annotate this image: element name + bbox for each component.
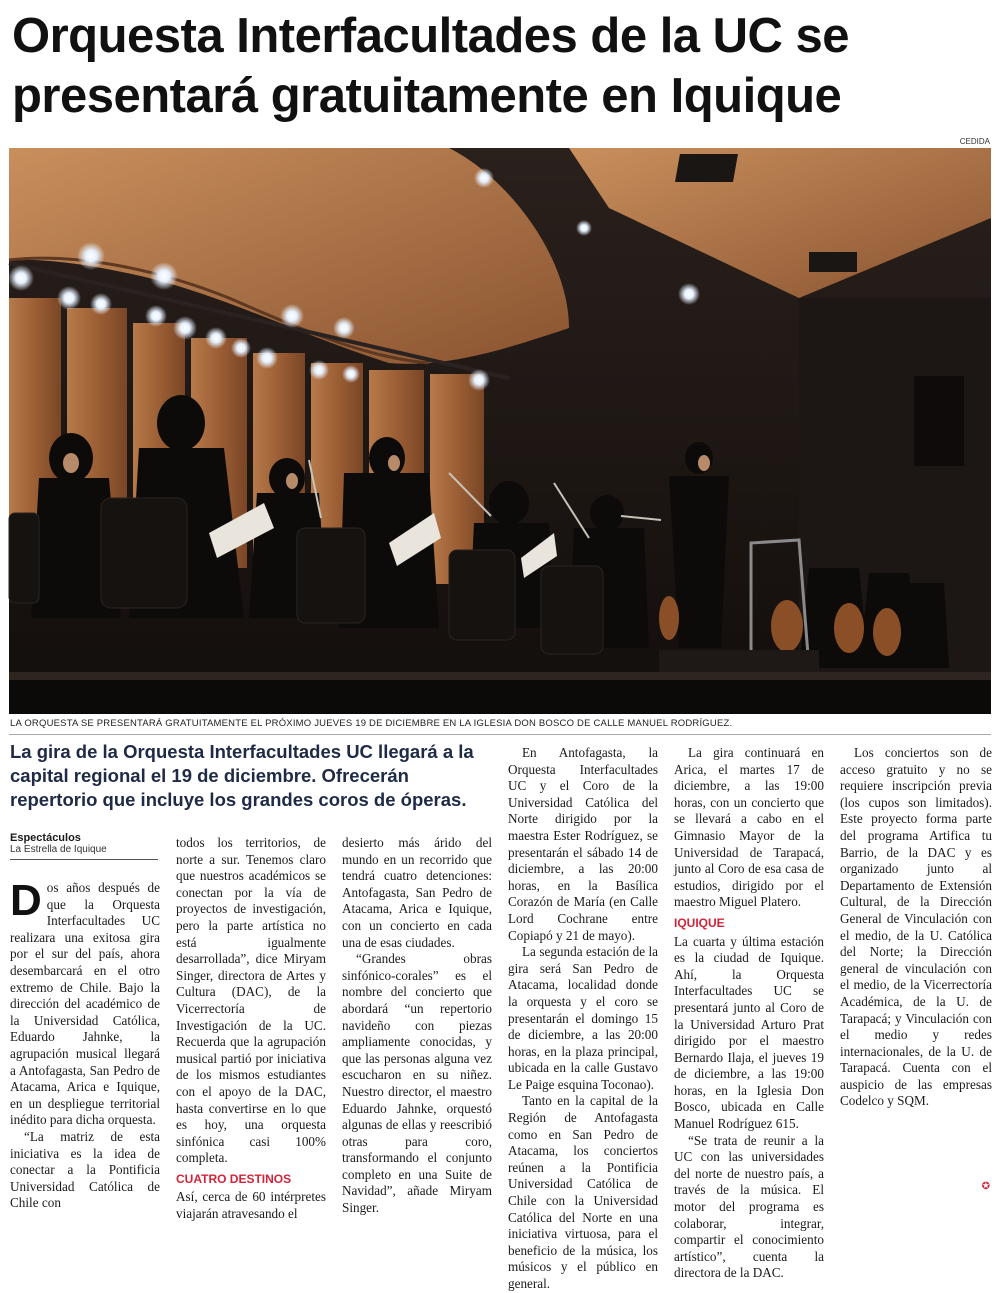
paragraph-3-start: Así, cerca de 60 intérpretes viajarán atravesando el (176, 1189, 326, 1222)
lead-paragraph: La gira de la Orquesta Interfacultades UC llegará a la capital regional el 19 de diciembre. Ofrecerán repertorio que incluye los grandes coros de óperas. (10, 741, 474, 810)
paragraph-7: Tanto en la capital de la Región de Antofagasta como en San Pedro de Atacama, los conciertos reúnen a la Pontificia Universidad Católica de Chile con la Universidad Católica del Norte en una iniciativa virtuosa, para el beneficio de la música, los músicos y el público en general. (508, 1093, 658, 1291)
paragraph-3-cont: desierto más árido del mundo en un recorrido que tendrá cuatro detenciones: Antofagasta, San Pedro de Atacama, Arica e Iquique, con un concierto en cada una de esas ciudades. (342, 835, 492, 950)
section-name: Espectáculos (10, 832, 81, 844)
dropcap: D (10, 876, 42, 925)
paragraph-1 (10, 876, 160, 1129)
section-rule (10, 859, 158, 860)
paragraph-2-cont: todos los territorios, de norte a sur. Tenemos claro que nuestros académicos se conectan por la vía de proyectos de investigación, pero la parte artística no está igualmente desarrollada”, dice Miryam Singer, directora de Artes y Cultura (DAC), de la Vicerrectoría de Investigación de la UC. Recuerda que la agrupación musical partió por iniciativa de los mismos estudiantes con el apoyo de la DAC, hasta convertirse en lo que es hoy, una orquesta sinfónica casi 100% completa. (176, 835, 326, 1166)
article-column-4 (508, 745, 658, 1291)
subhead-cuatro-destinos: CUATRO DESTINOS (176, 1171, 292, 1186)
paragraph-10: “Se trata de reunir a la UC con las universidades del norte de nuestro país, a través de la música. El motor del programa es colaborar, integrar, compartir el conocimiento artístico”, cuenta la directora de la DAC. (674, 1132, 824, 1281)
paragraph-6: La segunda estación de la gira será San Pedro de Atacama, localidad donde la orquesta y el coro se presentarán el domingo 15 de diciembre, a las 20:00 horas, en la plaza principal, ubicada en la calle Gustavo Le Paige esquina Toconao). (508, 944, 658, 1092)
caption-rule (9, 734, 991, 735)
article-column-6 (840, 745, 992, 1196)
photo-credit: CEDIDA (959, 137, 990, 146)
paragraph-5: En Antofagasta, la Orquesta Interfacultades UC y el Coro de la Universidad Católica del Norte dirigido por la maestra Ester Rodríguez, se presentarán el sábado 14 de diciembre, a las 20:00 horas, en la Basílica Corazón de María (en Calle Lord Cochrane entre Copiapó y 21 de mayo). (508, 745, 658, 943)
article-column-2 (176, 835, 326, 1222)
subhead-iquique: IQUIQUE (674, 915, 725, 930)
paragraph-1-text: os años después de que la Orquesta Interfacultades UC realizara una exitosa gira por el sur del país, ahora desembarcará en el otro extremo de Chile. Bajo la dirección del académico de la Universidad Católica, Eduardo Jahnke, la agrupación musical llegará a Antofagasta, San Pedro de Atacama, Arica e Iquique, en un despliegue territorial inédito para dicha orquesta. (10, 880, 160, 1128)
section-tag (10, 832, 158, 860)
paragraph-8: La gira continuará en Arica, el martes 17 de diciembre, a las 19:00 horas, con un concierto que se llevará a cabo en el Gimnasio Mayor de la Universidad de Tarapacá, junto al Coro de esa casa de estudios, dirigido por el maestro Miguel Platero. (674, 745, 824, 910)
end-mark-icon: ✪ (981, 1181, 990, 1192)
headline: Orquesta Interfacultades de la UC se presentará gratuitamente en Iquique (12, 9, 850, 123)
concert-photo (9, 148, 991, 714)
article-column-1 (10, 876, 160, 1211)
paragraph-2: “La matriz de esta iniciativa es la idea de conectar a la Pontificia Universidad Católica de Chile con (10, 1128, 160, 1211)
paragraph-9: La cuarta y última estación es la ciudad de Iquique. Ahí, la Orquesta Interfacultades UC se presentará junto al Coro de la Universidad Arturo Prat dirigido por el maestro Bernardo Ilaja, el jueves 19 de diciembre, a las 19:00 horas, en la Iglesia Don Bosco, ubicada en Calle Manuel Rodríguez 615. (674, 933, 824, 1132)
article-column-3 (342, 835, 492, 1216)
paragraph-11: Los conciertos son de acceso gratuito y no se requiere inscripción previa (los cupos son limitados). Este proyecto forma parte del programa Artifica tu Barrio, de la DAC y es organizado junto al Departamento de Extensión Cultural, de la Dirección General de Vinculación con el medio, de la U. Católica del Norte; la Dirección general de vinculación con el medio, de la Vicerrectoría Académica, de la U. de Tarapacá; y Vinculación con el medio y redes internacionales, de la U. de Tarapacá. Cuenta con el auspicio de las empresas Codelco y SQM. (840, 745, 992, 1109)
paragraph-4: “Grandes obras sinfónico-corales” es el nombre del concierto que abordará “un repertorio navideño con piezas ampliamente conocidas, y que las personas alguna vez escucharon en su niñez. Nuestro director, el maestro Eduardo Jahnke, orquestó algunas de ellas y reescribió otras para coro, transformando el conjunto completo en una Suite de Navidad”, añade Miryam Singer. (342, 951, 492, 1216)
photo-caption: LA ORQUESTA SE PRESENTARÁ GRATUITAMENTE EL PRÓXIMO JUEVES 19 DE DICIEMBRE EN LA IGLESIA DON BOSCO DE CALLE MANUEL RODRÍGUEZ. (10, 718, 733, 729)
article-column-5 (674, 745, 824, 1281)
section-source: La Estrella de Iquique (10, 844, 107, 855)
